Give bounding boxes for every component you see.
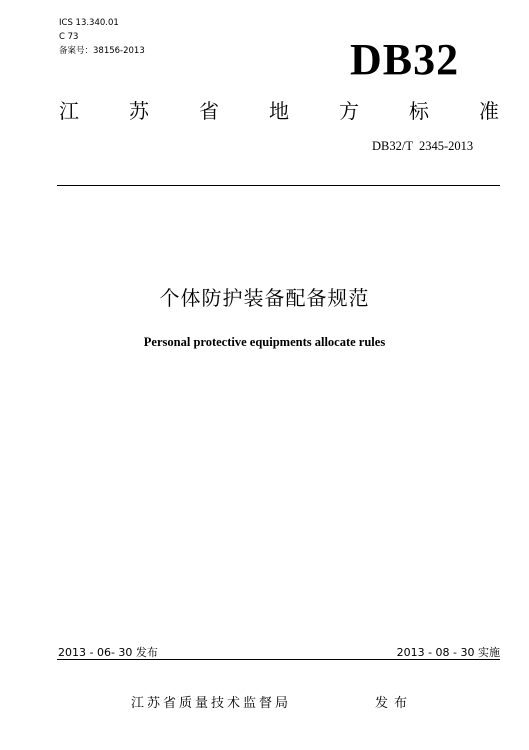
implement-date: 2013 - 08 - 30 实施: [396, 646, 500, 659]
db32-logo: DB32: [350, 35, 460, 84]
standard-type-char: 江: [59, 99, 79, 123]
ics-code: ICS 13.340.01: [59, 18, 119, 28]
standard-number: DB32/T 2345-2013: [372, 139, 474, 153]
title-chinese: 个体防护装备配备规范: [159, 286, 370, 310]
ccs-code: C 73: [59, 32, 79, 42]
standard-type-char: 方: [339, 99, 359, 123]
issuer-name: 江苏省质量技术监督局: [131, 696, 292, 711]
standard-type-heading: [59, 98, 499, 124]
publish-date: 2013 - 06- 30 发布: [58, 646, 158, 659]
standard-type-char: 标: [409, 99, 429, 123]
standard-type-char: 地: [269, 99, 289, 123]
record-number: 备案号：38156-2013: [59, 46, 145, 56]
issuer-action: 发布: [375, 696, 414, 711]
standard-type-char: 苏: [129, 99, 149, 123]
standard-type-char: 省: [199, 99, 219, 123]
top-divider: [57, 185, 500, 186]
title-english: Personal protective equipments allocate rules: [143, 335, 386, 349]
standard-type-char: 准: [479, 99, 499, 123]
bottom-divider: [57, 659, 500, 660]
